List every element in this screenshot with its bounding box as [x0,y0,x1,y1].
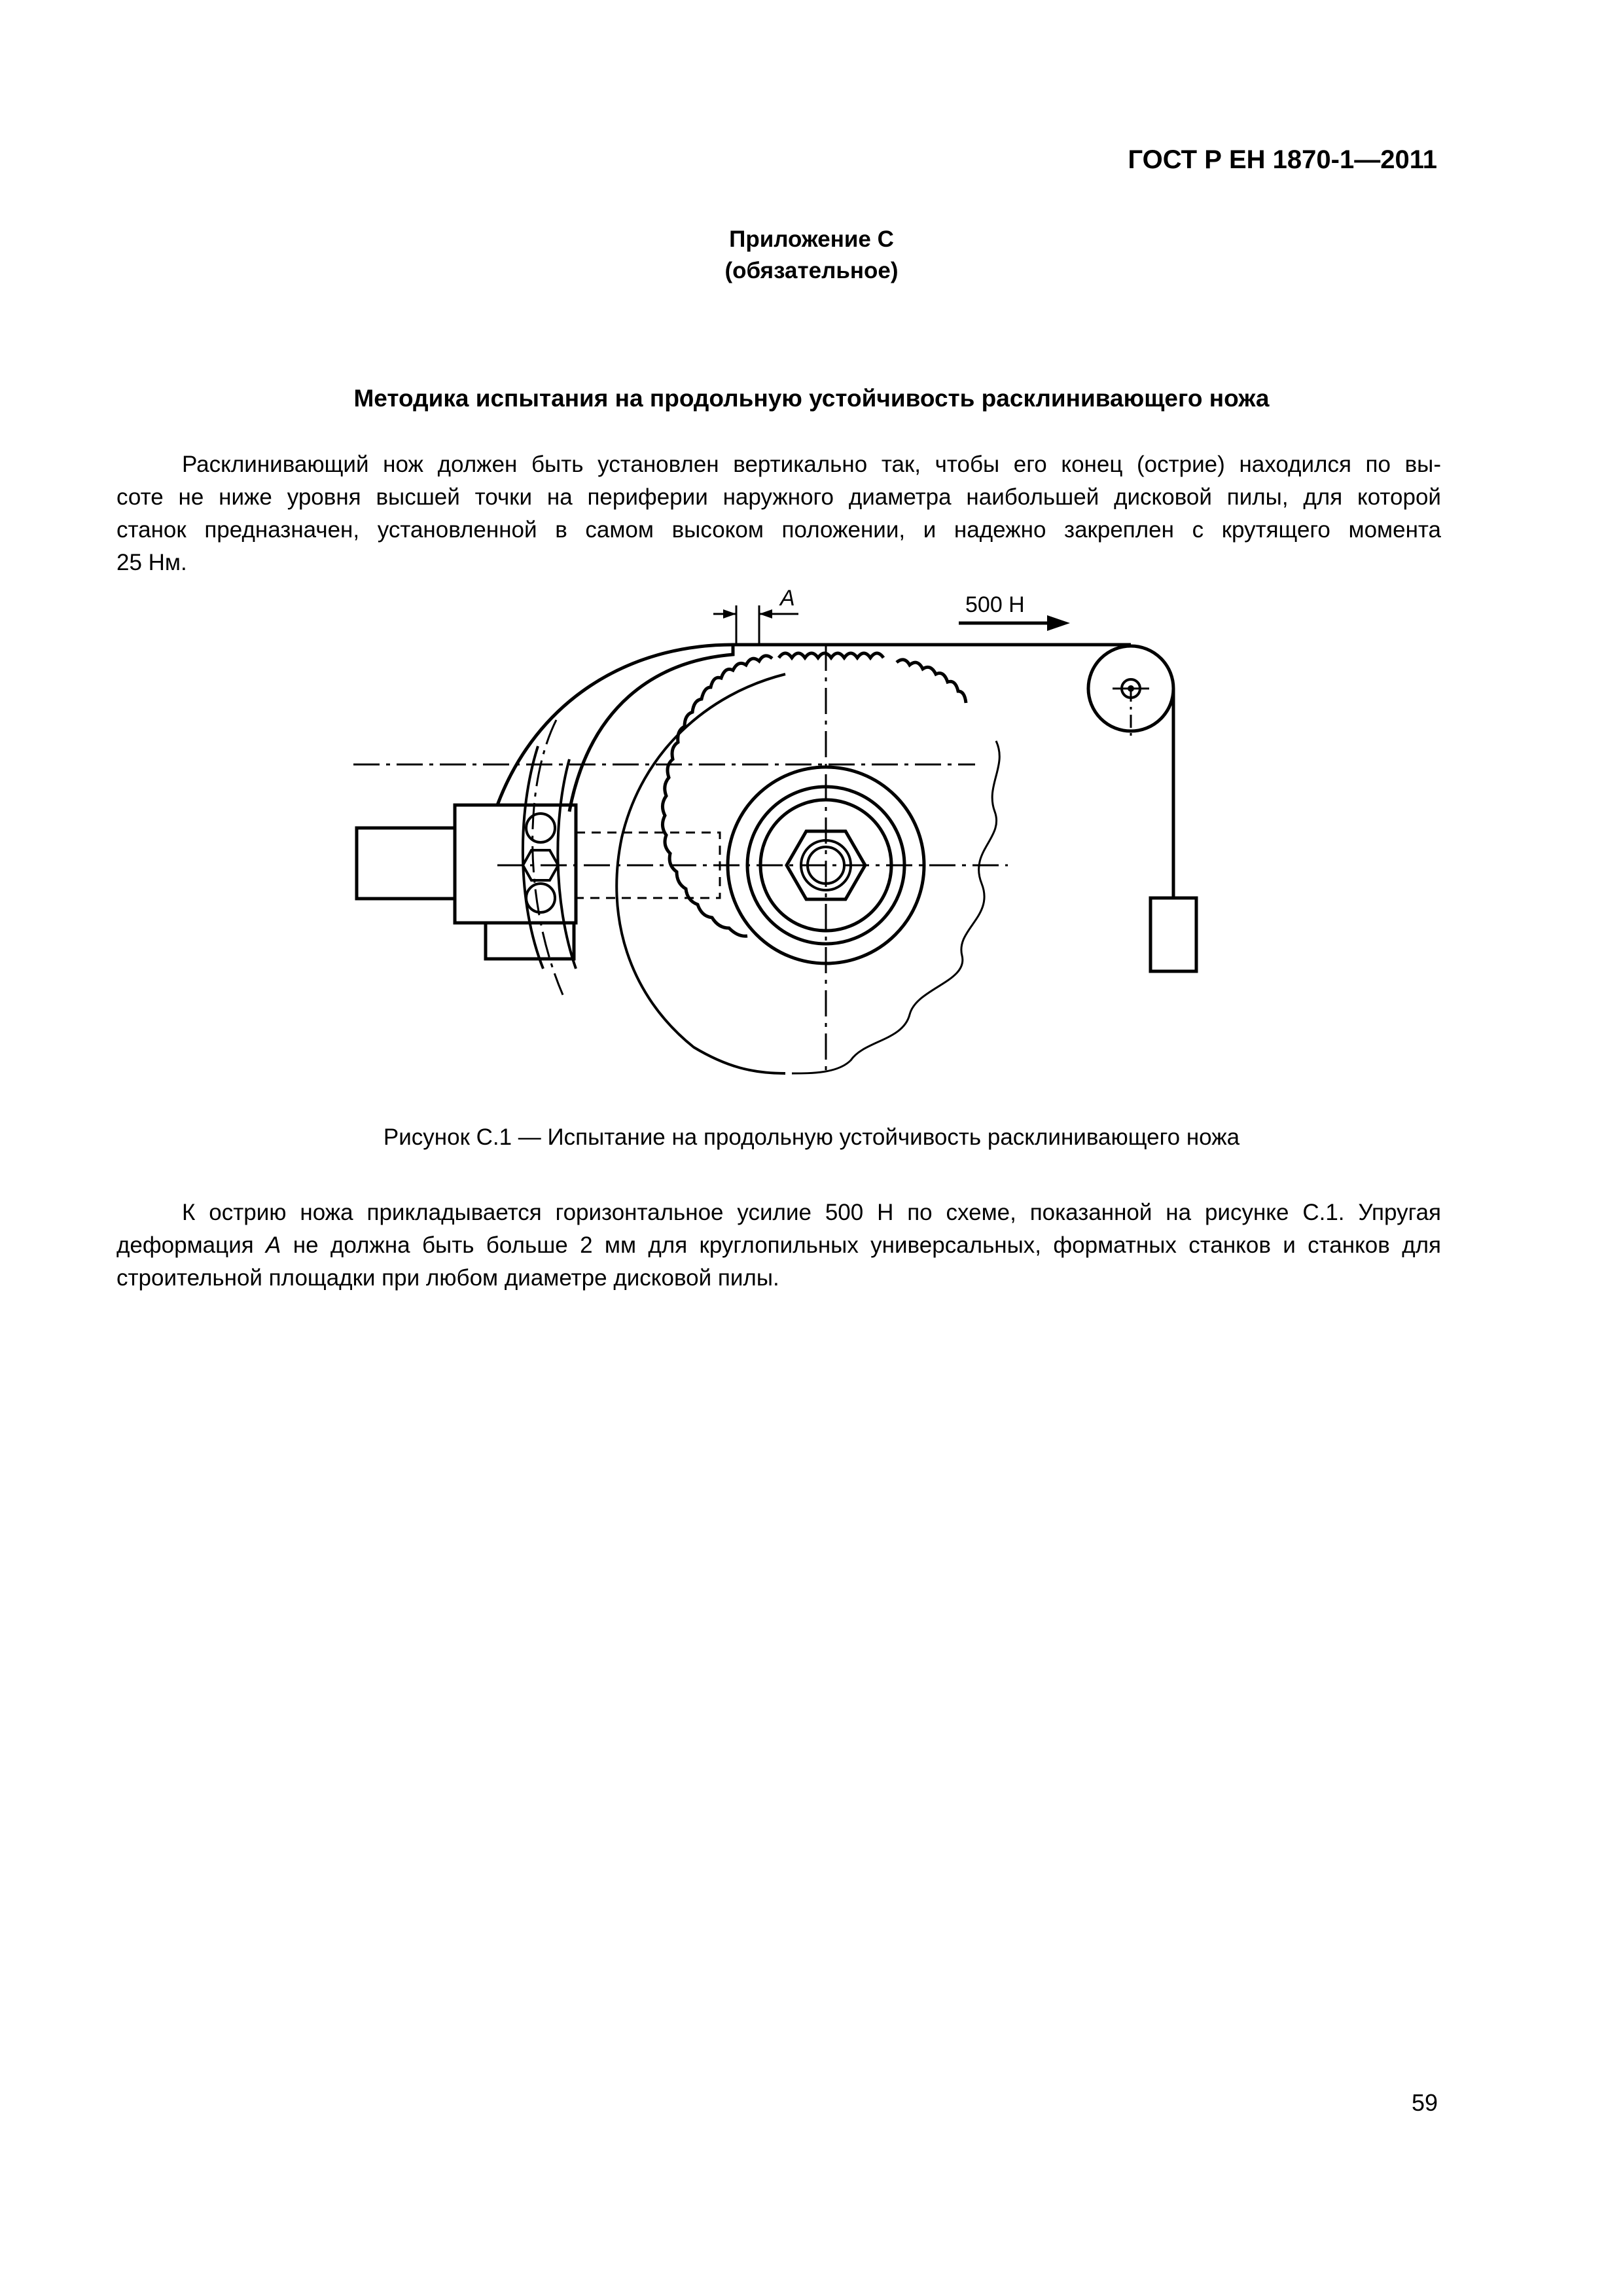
force-arrowhead [1047,615,1070,631]
annex-status: (обязательное) [724,258,899,283]
paragraph-line: соте не ниже уровня высшей точки на периферии наружного диаметра наибольшей дисковой пилы, для которой [116,484,1441,510]
label-dimension-a: A [780,586,795,611]
paragraph-line: строительной площадки при любом диаметре дисковой пилы. [116,1265,779,1291]
page-number: 59 [1411,2089,1438,2116]
bolt-upper [526,814,555,842]
section-heading: Методика испытания на продольную устойчивость расклинивающего ножа [353,385,1270,412]
riving-knife-outer [497,645,733,805]
standard-code: ГОСТ Р ЕН 1870-1—2011 [1128,145,1437,174]
annex-title: Приложение С [729,226,894,252]
paragraph-line: деформация A не должна быть больше 2 мм для круглопильных универсальных, форматных станков и станков для [116,1232,1441,1258]
mount-shaft-stub [357,828,455,899]
paragraph-line: К острию ножа прикладывается горизонтальное усилие 500 Н по схеме, показанной на рисунке С.1. Упругая [182,1200,1441,1225]
figure-caption: Рисунок С.1 — Испытание на продольную устойчивость расклинивающего ножа [383,1124,1240,1150]
paragraph-line: станок предназначен, установленной в самом высоком положении, и надежно закреплен с крутящего момента [116,517,1441,543]
paragraph-test-procedure [116,1196,1441,1295]
break-line [792,741,999,1073]
dimension-a-arrowhead-right [759,609,772,619]
riving-knife-inner [569,645,733,812]
paragraph-line: 25 Нм. [116,550,187,575]
weight [1150,898,1196,971]
label-force: 500 Н [965,592,1025,617]
paragraph-line: Расклинивающий нож должен быть установлен вертикально так, чтобы его конец (острие) находился по вы- [182,452,1441,477]
dimension-a-arrowhead-left [723,609,736,619]
bolt-lower [526,884,555,912]
pulley-center-dot [1128,685,1134,692]
